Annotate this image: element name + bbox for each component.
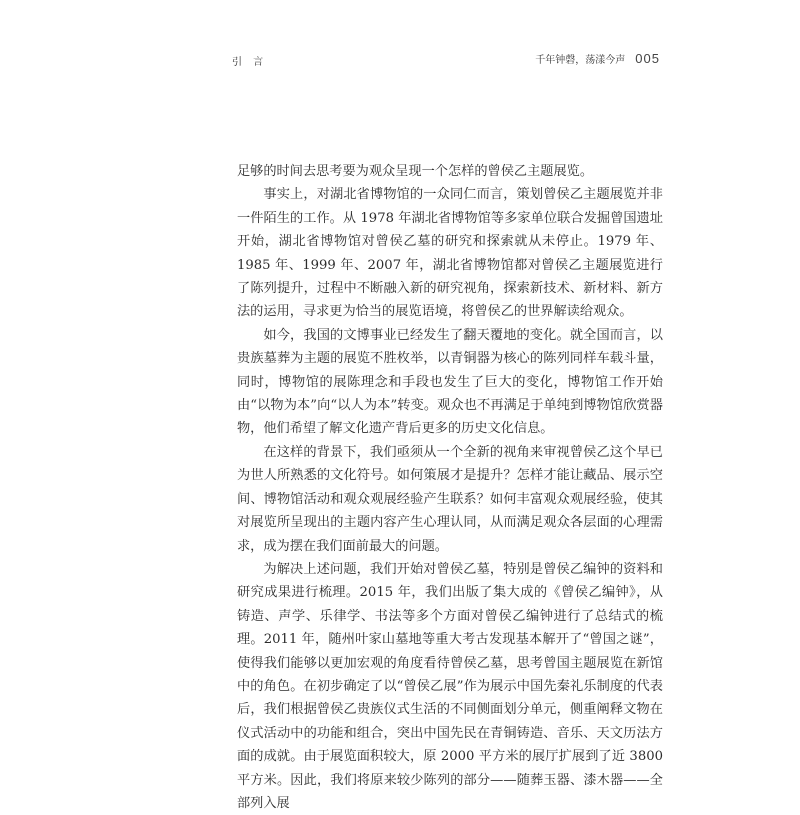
page-number: 005: [635, 51, 660, 66]
paragraph: 为解决上述问题，我们开始对曾侯乙墓，特别是曾侯乙编钟的资料和研究成果进行梳理。2015 年，我们出版了集大成的《曾侯乙编钟》，从铸造、声学、乐律学、书法等多个方面对曾侯乙编钟进行了总结式的梳理。2011 年，随州叶家山墓地等重大考古发现基本解开了“曾国之谜”，使得我们能够以更加宏观的角度看待曾侯乙墓，思考曾国主题展览在新馆中的角色。在初步确定了以“曾侯乙展”作为展示中国先秦礼乐制度的代表后，我们根据曾侯乙贵族仪式生活的不同侧面划分单元，侧重阐释文物在仪式活动中的功能和组合，突出中国先民在青铜铸造、音乐、天文历法方面的成就。由于展览面积较大，原 2000 平方米的展厅扩展到了近 3800 平方米。因此，我们将原来较少陈列的部分——随葬玉器、漆木器——全部列入展: [237, 561, 663, 811]
paragraph: 如今，我国的文博事业已经发生了翻天覆地的变化。就全国而言，以贵族墓葬为主题的展览不胜枚举，以青铜器为核心的陈列同样车载斗量，同时，博物馆的展陈理念和手段也发生了巨大的变化，博物馆工作开始由“以物为本”向“以人为本”转变。观众也不再满足于单纯到博物馆欣赏器物，他们希望了解文化遗产背后更多的历史文化信息。: [237, 327, 663, 437]
paragraph: 事实上，对湖北省博物馆的一众同仁而言，策划曾侯乙主题展览并非一件陌生的工作。从 1978 年湖北省博物馆等多家单位联合发掘曾国遗址开始，湖北省博物馆对曾侯乙墓的研究和探索就从未停止。1979 年、1985 年、1999 年、2007 年，湖北省博物馆都对曾侯乙主题展览进行了陈列提升，过程中不断融入新的研究视角，探索新技术、新材料、新方法的运用，寻求更为恰当的展览语境，将曾侯乙的世界解读给观众。: [237, 187, 663, 320]
running-header-title: 千年钟磬，荡漾今声: [535, 55, 626, 66]
running-header: [535, 51, 660, 66]
paragraph: 足够的时间去思考要为观众呈现一个怎样的曾侯乙主题展览。: [237, 164, 594, 179]
body-text: [237, 160, 663, 815]
paragraph: 在这样的背景下，我们亟须从一个全新的视角来审视曾侯乙这个早已为世人所熟悉的文化符号。如何策展才是提升？怎样才能让藏品、展示空间、博物馆活动和观众观展经验产生联系？如何丰富观众观展经验，使其对展览所呈现出的主题内容产生心理认同，从而满足观众各层面的心理需求，成为摆在我们面前最大的问题。: [237, 444, 663, 554]
running-header-section: 引 言: [232, 57, 268, 68]
